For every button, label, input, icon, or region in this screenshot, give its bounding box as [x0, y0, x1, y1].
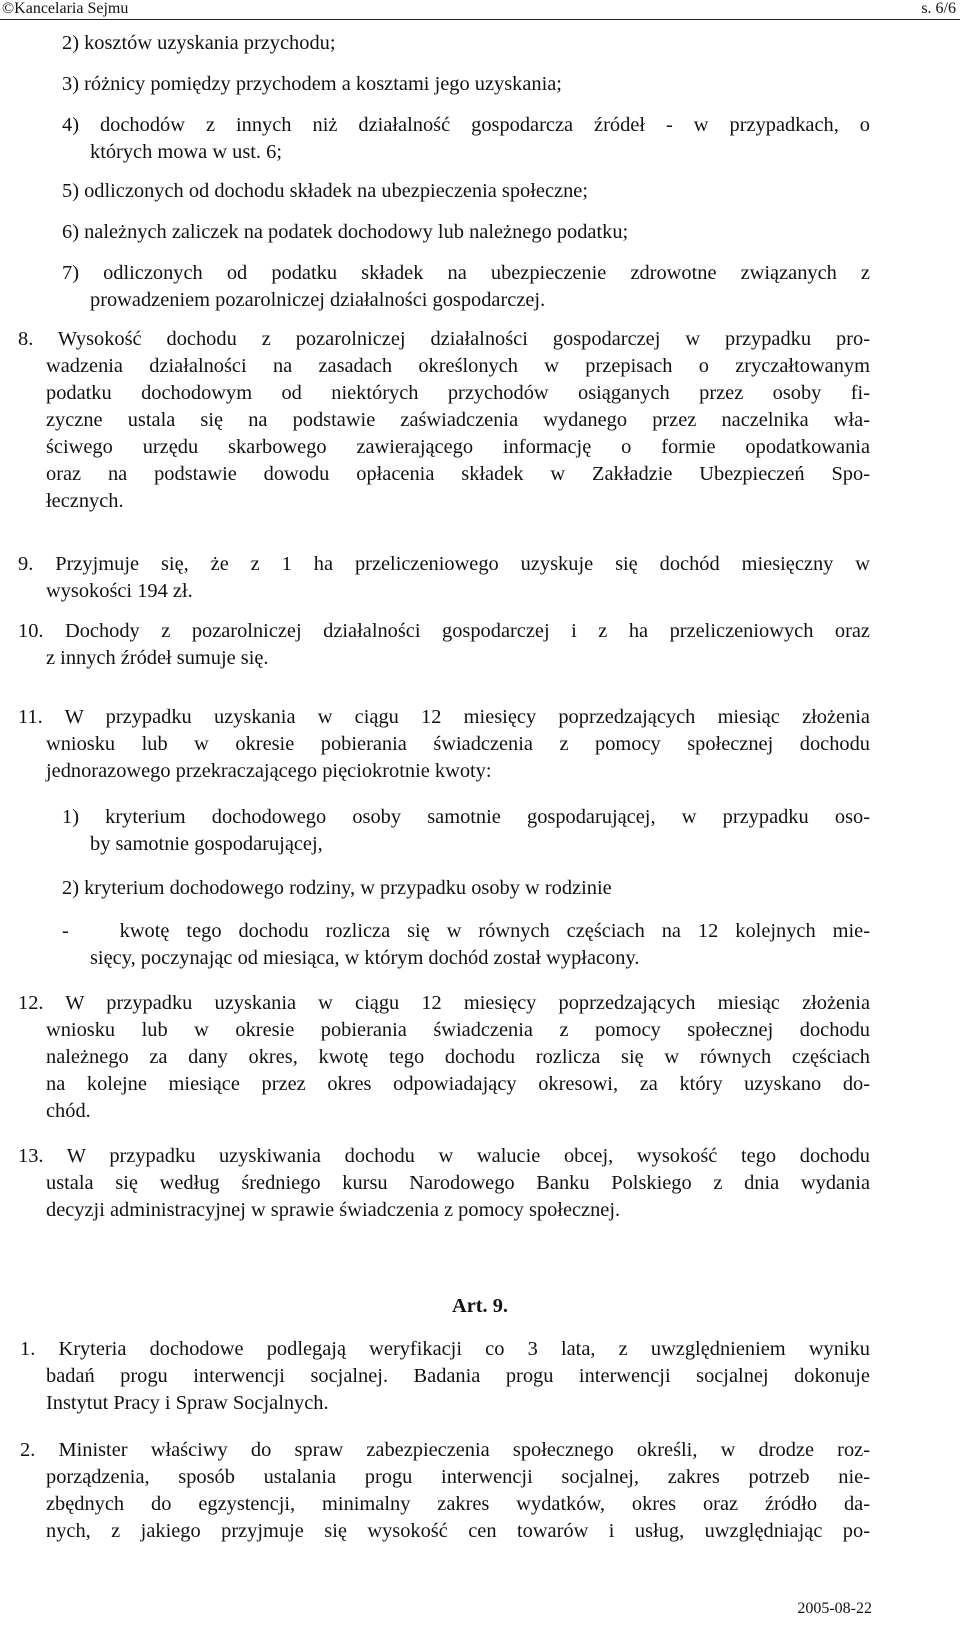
- article-9-paragraph-1: [20, 1336, 870, 1417]
- page-number: s. 6/6: [921, 0, 956, 17]
- text-line: na kolejne miesiące przez okres odpowiadający okresowi, za który uzyskano do-: [46, 1073, 870, 1095]
- list-item-6: [62, 219, 870, 246]
- paragraph-8: [18, 326, 870, 515]
- text-line: 10. Dochody z pozarolniczej działalności gospodarczej i z ha przeliczeniowych oraz: [18, 620, 870, 642]
- paragraph-13: [18, 1143, 870, 1224]
- text-line: 12. W przypadku uzyskania w ciągu 12 miesięcy poprzedzających miesiąc złożenia: [18, 992, 870, 1014]
- text-line: Instytut Pracy i Spraw Socjalnych.: [46, 1392, 329, 1414]
- text-line: by samotnie gospodarującej,: [90, 833, 323, 855]
- text-line: 1. Kryteria dochodowe podlegają weryfikacji co 3 lata, z uwzględnieniem wyniku: [20, 1338, 870, 1360]
- text-line: 13. W przypadku uzyskiwania dochodu w walucie obcej, wysokość tego dochodu: [18, 1145, 870, 1167]
- text-line: zbędnych do egzystencji, minimalny zakres wydatków, okres oraz źródło da-: [46, 1493, 870, 1515]
- text-line: 3) różnicy pomiędzy przychodem a kosztami jego uzyskania;: [62, 73, 562, 95]
- header-rule: [0, 19, 960, 20]
- paragraph-12: [18, 990, 870, 1125]
- text-line: wysokości 194 zł.: [46, 580, 193, 602]
- text-line: - kwotę tego dochodu rozlicza się w równych częściach na 12 kolejnych mie-: [62, 920, 870, 942]
- list-item-5: [62, 178, 870, 205]
- paragraph-9: [18, 551, 870, 605]
- text-line: oraz na podstawie dowodu opłacenia składek w Zakładzie Ubezpieczeń Spo-: [46, 463, 870, 485]
- text-line: zyczne ustala się na podstawie zaświadczenia wydanego przez naczelnika wła-: [46, 409, 870, 431]
- text-line: jednorazowego przekraczającego pięciokrotnie kwoty:: [46, 760, 492, 782]
- text-line: których mowa w ust. 6;: [90, 141, 282, 163]
- text-line: porządzenia, sposób ustalania progu interwencji socjalnej, zakres potrzeb nie-: [46, 1466, 870, 1488]
- list-item-2: [62, 30, 870, 57]
- text-line: prowadzeniem pozarolniczej działalności gospodarczej.: [90, 289, 546, 311]
- text-line: podatku dochodowym od niektórych przychodów osiąganych przez osoby fi-: [46, 382, 870, 404]
- article-9-paragraph-2: [20, 1437, 870, 1545]
- paragraph-11-dash: [62, 918, 870, 972]
- text-line: 8. Wysokość dochodu z pozarolniczej działalności gospodarczej w przypadku pro-: [18, 328, 870, 350]
- text-line: 11. W przypadku uzyskania w ciągu 12 miesięcy poprzedzających miesiąc złożenia: [18, 706, 870, 728]
- text-line: z innych źródeł sumuje się.: [46, 647, 269, 669]
- page-header: [0, 0, 960, 22]
- text-line: sięcy, poczynając od miesiąca, w którym dochód został wypłacony.: [90, 947, 640, 969]
- text-line: ściwego urzędu skarbowego zawierającego informację o formie opodatkowania: [46, 436, 870, 458]
- list-item-4: [62, 112, 870, 166]
- text-line: chód.: [46, 1100, 91, 1122]
- paragraph-10: [18, 618, 870, 672]
- page-date: 2005-08-22: [797, 1600, 872, 1617]
- copyright-label: ©Kancelaria Sejmu: [2, 0, 129, 17]
- paragraph-11: [18, 704, 870, 785]
- text-line: badań progu interwencji socjalnej. Badania progu interwencji socjalnej dokonuje: [46, 1365, 870, 1387]
- paragraph-11-item-1: [62, 804, 870, 858]
- text-line: 5) odliczonych od dochodu składek na ubezpieczenia społeczne;: [62, 180, 588, 202]
- article-heading: Art. 9.: [451, 1295, 509, 1317]
- text-line: 2) kryterium dochodowego rodziny, w przypadku osoby w rodzinie: [62, 877, 612, 899]
- text-line: 2. Minister właściwy do spraw zabezpieczenia społecznego określi, w drodze roz-: [20, 1439, 870, 1461]
- text-line: należnego za dany okres, kwotę tego dochodu rozlicza się w równych częściach: [46, 1046, 870, 1068]
- text-line: łecznych.: [46, 490, 124, 512]
- text-line: 6) należnych zaliczek na podatek dochodowy lub należnego podatku;: [62, 221, 629, 243]
- text-line: decyzji administracyjnej w sprawie świadczenia z pomocy społecznej.: [46, 1199, 621, 1221]
- list-item-3: [62, 71, 870, 98]
- text-line: wniosku lub w okresie pobierania świadczenia z pomocy społecznej dochodu: [46, 733, 870, 755]
- text-line: 2) kosztów uzyskania przychodu;: [62, 32, 336, 54]
- text-line: 1) kryterium dochodowego osoby samotnie gospodarującej, w przypadku oso-: [62, 806, 870, 828]
- list-item-7: [62, 260, 870, 314]
- text-line: 4) dochodów z innych niż działalność gospodarcza źródeł - w przypadkach, o: [62, 114, 870, 136]
- text-line: wadzenia działalności na zasadach określonych w przepisach o zryczałtowanym: [46, 355, 870, 377]
- text-line: wniosku lub w okresie pobierania świadczenia z pomocy społecznej dochodu: [46, 1019, 870, 1041]
- text-line: 9. Przyjmuje się, że z 1 ha przeliczeniowego uzyskuje się dochód miesięczny w: [18, 553, 870, 575]
- text-line: ustala się według średniego kursu Narodowego Banku Polskiego z dnia wydania: [46, 1172, 870, 1194]
- text-line: nych, z jakiego przyjmuje się wysokość cen towarów i usług, uwzględniając po-: [46, 1520, 870, 1542]
- paragraph-11-item-2: [62, 875, 870, 902]
- text-line: 7) odliczonych od podatku składek na ubezpieczenie zdrowotne związanych z: [62, 262, 870, 284]
